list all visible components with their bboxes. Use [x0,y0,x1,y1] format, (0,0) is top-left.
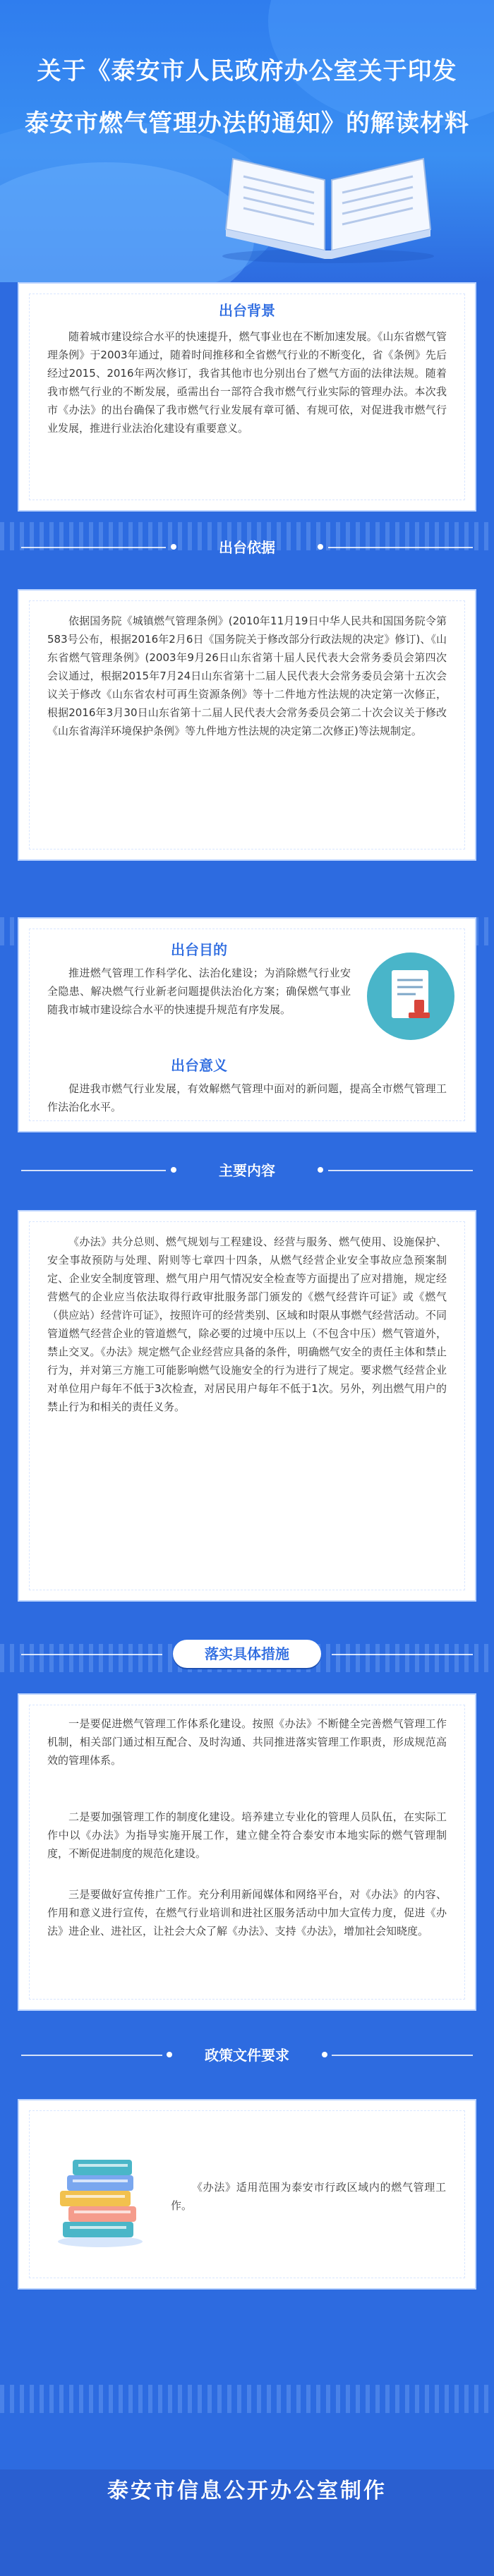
background-card [18,282,476,512]
content-card [18,1210,476,1602]
significance-text: 促进我市燃气行业发展，有效解燃气管理中面对的新问题，提高全市燃气管理工作法治化水平。 [47,1082,447,1113]
divider-line [328,547,473,548]
divider-line [21,2055,162,2056]
purpose-text: 推进燃气管理工作科学化、法治化建设；为消除燃气行业安全隐患、解决燃气行业新老问题提供法治化方案；确保燃气事业随我市城市建设综合水平的快速提升规范有序发展。 [47,967,351,1016]
decor-stripe [0,2385,494,2413]
content-text: 《办法》共分总则、燃气规划与工程建设、经营与服务、燃气使用、设施保护、安全事故预防与处理、附则等七章四十四条，从燃气经营企业安全事故应急预案制定、企业安全制度管理、燃气用户用气情况安全检查等方面提出了应对措施，规定经营燃气的企业应当依法取得行政审批服务部门颁发的《燃气经营许可证》或《燃气（供应站）经营许可证》，按照许可的经营类别、区域和时限从事燃气经营活动。不同管道燃气经营企业的管道燃气，除必要的过境中压以上（不包含中压）燃气管道外，禁止交叉。《办法》规定燃气企业经营应具备的条件，明确燃气安全的责任主体和禁止行为，并对第三方施工可能影响燃气设施安全的行为进行了规定。要求燃气经营企业对单位用户每年不低于3次检查，对居民用户每年不低于1次。另外，列出燃气用户的禁止行为和相关的责任义务。 [47,1235,447,1413]
divider-line [332,2055,473,2056]
section-title-purpose: 出台目的 [171,941,227,958]
title-line-1: 关于《泰安市人民政府办公室关于印发 [37,57,457,85]
measures-paragraph-3: 三是要做好宣传推广工作。充分利用新闻媒体和网络平台，对《办法》的内容、作用和意义进行宣传，在燃气行业培训和进社区服务活动中加大宣传力度，促进《办法》进企业、进社区，让社会大众了解《办法》、支持《办法》，增加社会知晓度。 [47,1888,447,1937]
section-title-content: 主要内容 [219,1162,275,1179]
divider-dot [318,544,323,550]
background-text: 随着城市建设综合水平的快速提升，燃气事业也在不断加速发展。《山东省燃气管理条例》于2003年通过，随着时间推移和全省燃气行业的不断变化，省《条例》先后经过2015、2016年两次修订，我省其他市也分别出台了燃气方面的法律法规。随着我市燃气行业的不断发展，亟需出台一部符合我市燃气行业实际的管理办法。本次我市《办法》的出台确保了我市燃气行业发展有章可循、有规可依，对促进我市燃气行业发展，推进行业法治化建设有重要意义。 [47,330,447,435]
measures-paragraph-1: 一是要促进燃气管理工作体系化建设。按照《办法》不断健全完善燃气管理工作机制，相关部门通过相互配合、及时沟通、共同推进落实管理工作职责，形成规范高效的管理体系。 [47,1717,447,1767]
book-stack-icon [54,2143,146,2249]
divider-dot [318,1167,323,1173]
scope-text: 《办法》适用范围为泰安市行政区域内的燃气管理工作。 [171,2181,446,2212]
basis-text: 依据国务院《城镇燃气管理条例》(2010年11月19日中华人民共和国国务院令第583号公布，根据2016年2月6日《国务院关于修改部分行政法规的决定》修订)、《山东省燃气管理条例》(2003年9月26日山东省第十届人民代表大会常务委员会第四次会议通过，根据2015年7月24日山东省第十二届人民代表大会常务委员会第十五次会议关于修改《山东省农村可再生资源条例》等十二件地方性法规的决定第一次修正，根据2016年3月30日山东省第十二届人民代表大会常务委员会第二十次会议关于修改《山东省海洋环境保护条例》等九件地方性法规的决定第二次修正)等法规制定。 [47,615,447,737]
header-banner [0,0,494,282]
open-book-icon [212,138,445,265]
scope-card [18,2099,476,2290]
divider-line [328,1170,473,1171]
page-title [0,45,494,150]
divider-dot [171,1167,176,1173]
divider-line [21,1170,166,1171]
section-title-scope: 政策文件要求 [205,2047,289,2064]
divider-line [21,1654,162,1655]
divider-line [332,1654,473,1655]
title-line-2: 泰安市燃气管理办法的通知》的解读材料 [25,109,469,138]
divider-line [21,547,166,548]
document-stamp-icon [365,950,457,1042]
basis-card [18,589,476,861]
divider-dot [167,2052,172,2057]
footer-credit: 泰安市信息公开办公室制作 [107,2479,387,2503]
divider-dot [171,544,176,550]
purpose-card [18,917,476,1132]
measures-paragraph-2: 二是要加强管理工作的制度化建设。培养建立专业化的管理人员队伍，在实际工作中以《办法》为指导实施开展工作，建立健全符合泰安市本地实际的燃气管理制度，不断促进制度的规范化建设。 [47,1810,447,1860]
section-title-measures: 落实具体措施 [173,1640,321,1668]
section-title-basis: 出台依据 [219,539,275,556]
measures-card [18,1693,476,2011]
divider-dot [322,2052,327,2057]
section-title-background: 出台背景 [219,302,275,319]
section-title-significance: 出台意义 [171,1057,227,1074]
